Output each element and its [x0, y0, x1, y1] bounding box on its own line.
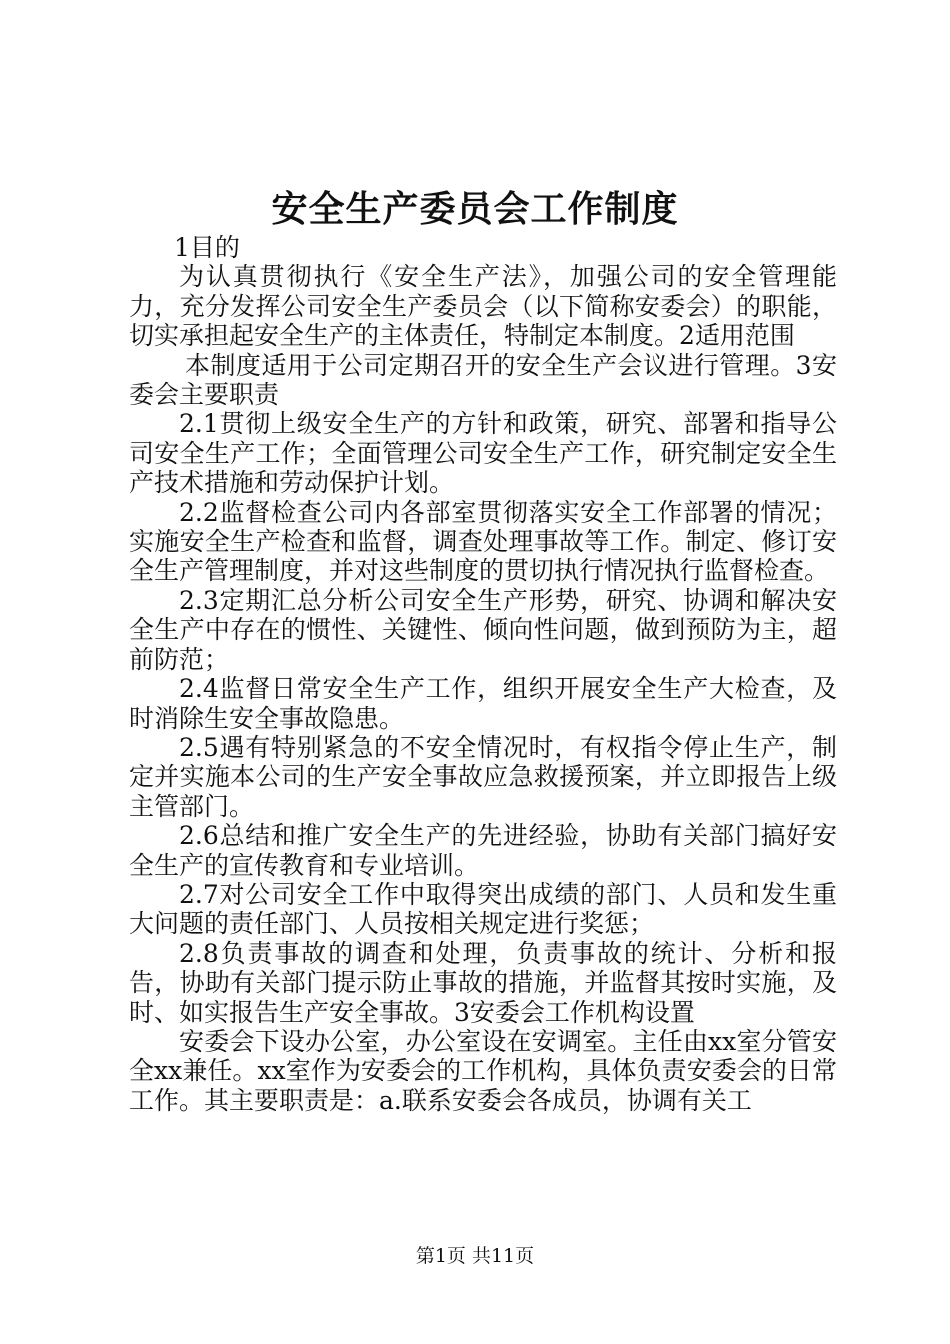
document-body: [129, 233, 837, 1115]
paragraph: 2.1贯彻上级安全生产的方针和政策，研究、部署和指导公司安全生产工作；全面管理公司安全生产工作，研究制定安全生产技术措施和劳动保护计划。: [129, 409, 837, 498]
paragraph: 2.6总结和推广安全生产的先进经验，协助有关部门搞好安全生产的宣传教育和专业培训。: [129, 821, 837, 880]
paragraph: 2.8负责事故的调查和处理，负责事故的统计、分析和报告，协助有关部门提示防止事故的措施，并监督其按时实施，及时、如实报告生产安全事故。3安委会工作机构设置: [129, 938, 837, 1027]
paragraph: 2.4监督日常安全生产工作，组织开展安全生产大检查，及时消除生安全事故隐患。: [129, 674, 837, 733]
page-footer: 第1页 共11页: [415, 1245, 535, 1267]
paragraph: 2.5遇有特别紧急的不安全情况时，有权指令停止生产，制定并实施本公司的生产安全事故应急救援预案，并立即报告上级主管部门。: [129, 732, 837, 821]
document-title: 安全生产委员会工作制度: [271, 188, 679, 230]
paragraph-purpose-heading: 1目的: [174, 233, 240, 262]
paragraph: 2.7对公司安全工作中取得突出成绩的部门、人员和发生重大问题的责任部门、人员按相关规定进行奖惩；: [129, 879, 837, 939]
paragraph: 2.3定期汇总分析公司安全生产形势，研究、协调和解决安全生产中存在的惯性、关键性、倾向性问题，做到预防为主，超前防范；: [129, 585, 837, 674]
paragraph: 为认真贯彻执行《安全生产法》，加强公司的安全管理能力，充分发挥公司安全生产委员会（以下简称安委会）的职能，切实承担起安全生产的主体责任，特制定本制度。2适用范围: [129, 262, 837, 351]
paragraph: 2.2监督检查公司内各部室贯彻落实安全工作部署的情况；实施安全生产检查和监督，调查处理事故等工作。制定、修订安全生产管理制度，并对这些制度的贯切执行情况执行监督检查。: [129, 497, 837, 586]
paragraph: 本制度适用于公司定期召开的安全生产会议进行管理。3安委会主要职责: [129, 350, 837, 410]
paragraph: 安委会下设办公室，办公室设在安调室。主任由xx室分管安全xx兼任。xx室作为安委会的工作机构，具体负责安委会的日常工作。其主要职责是：a.联系安委会各成员，协调有关工: [129, 1026, 837, 1115]
